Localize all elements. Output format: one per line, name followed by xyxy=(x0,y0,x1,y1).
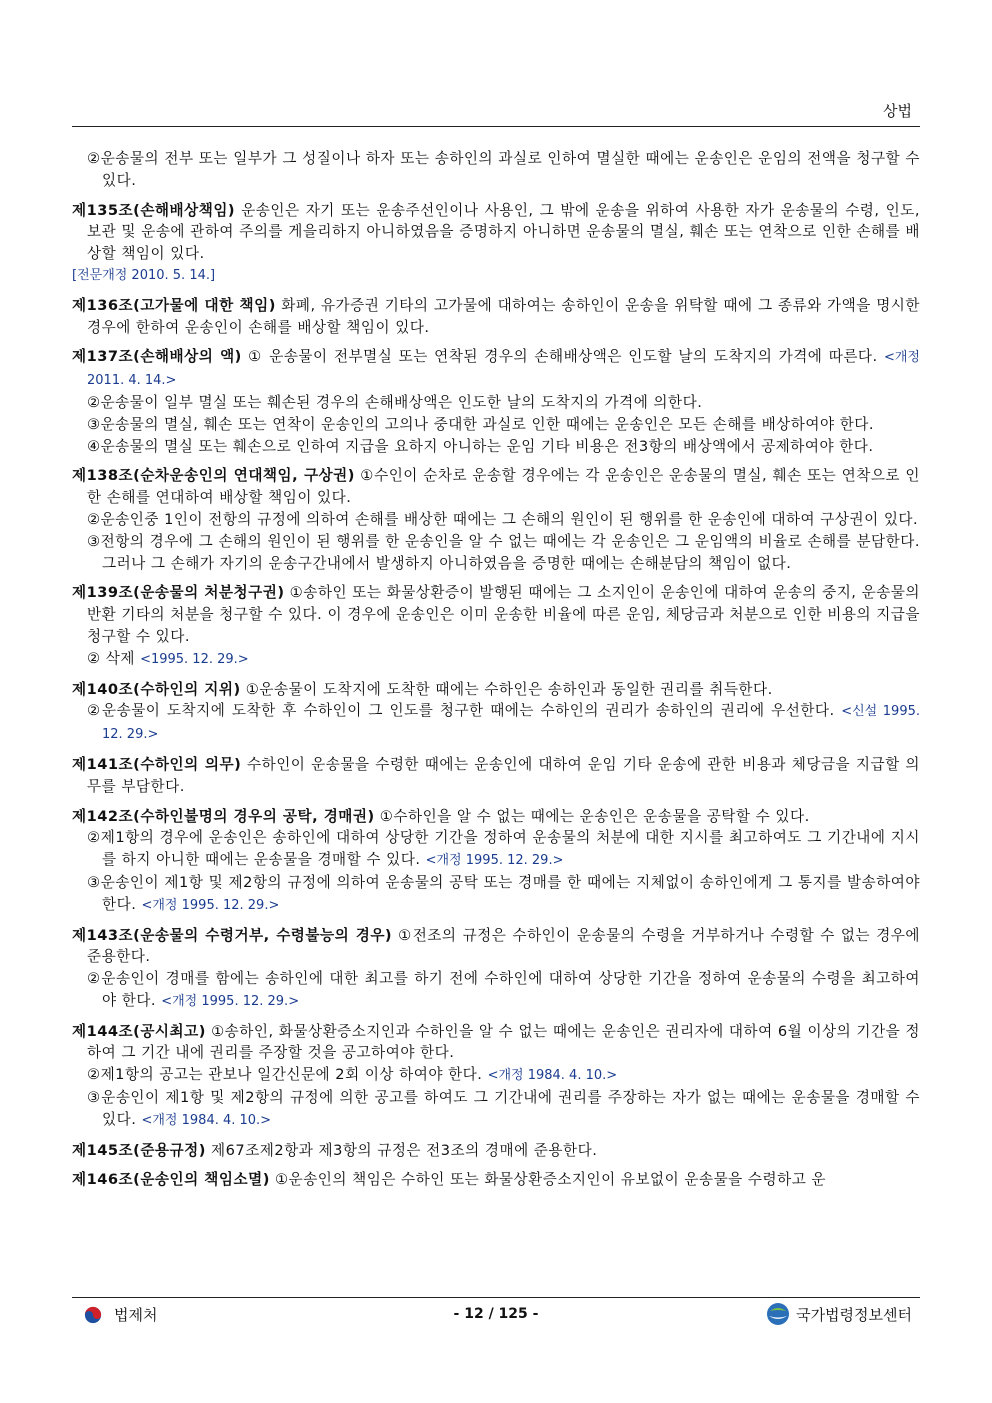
article-heading: 제135조(손해배상책임) xyxy=(72,201,236,219)
article-140 xyxy=(72,679,920,746)
article-heading: 제144조(공시최고) xyxy=(72,1022,206,1040)
article-text: ①수하인을 알 수 없는 때에는 운송인은 운송물을 공탁할 수 있다. xyxy=(374,807,810,825)
paragraph: ④운송물의 멸실 또는 훼손으로 인하여 지급을 요하지 아니하는 운임 기타 비용은 전3항의 배상액에서 공제하여야 한다. xyxy=(87,437,874,455)
article-134-continued xyxy=(72,148,920,192)
article-137 xyxy=(72,346,920,457)
amendment-note: <1995. 12. 29.> xyxy=(140,651,249,667)
article-heading: 제146조(운송인의 책임소멸) xyxy=(72,1171,270,1189)
paragraph xyxy=(87,700,920,746)
paragraph xyxy=(87,827,920,872)
paragraph-text: ②제1항의 공고는 관보나 일간신문에 2회 이상 하여야 한다. xyxy=(87,1066,488,1084)
article-text: ①송하인, 화물상환증소지인과 수하인을 알 수 없는 때에는 운송인은 권리자에 대하여 6월 이상의 기간을 정하여 그 기간 내에 권리를 주장할 것을 공고하여야 한다. xyxy=(87,1022,920,1062)
amendment-note: <신설 1995. 12. 29.> xyxy=(102,704,920,743)
paragraph-text: ③운송인이 제1항 및 제2항의 규정에 의하여 운송물의 공탁 또는 경매를 한 때에는 지체없이 송하인에게 그 통지를 발송하여야 한다. xyxy=(87,873,920,913)
paragraph xyxy=(87,1064,920,1087)
paragraph xyxy=(87,1087,920,1132)
article-heading: 제139조(운송물의 처분청구권) xyxy=(72,584,285,602)
paragraph: ②운송물이 일부 멸실 또는 훼손된 경우의 손해배상액은 인도한 날의 도착지의 가격에 의한다. xyxy=(87,393,703,411)
article-text: ①운송인의 책임은 수하인 또는 화물상환증소지인이 유보없이 운송물을 수령하고 운 xyxy=(269,1171,827,1189)
article-text: ①운송물이 도착지에 도착한 때에는 수하인은 송하인과 동일한 권리를 취득한다. xyxy=(240,680,773,698)
article-139 xyxy=(72,582,920,670)
amendment-note: <개정 2011. 4. 14.> xyxy=(87,350,920,389)
paragraph: ③전항의 경우에 그 손해의 원인이 된 행위를 한 운송인을 알 수 없는 때에는 각 운송인은 그 운임액의 비율로 손해를 분담한다. 그러나 그 손해가 자기의 운송구간내에서 발생하지 아니하였음을 증명한 때에는 손해분담의 책임이 없다. xyxy=(87,532,920,572)
article-heading: 제136조(고가물에 대한 책임) xyxy=(72,296,276,314)
article-heading: 제140조(수하인의 지위) xyxy=(72,680,241,698)
article-144 xyxy=(72,1021,920,1132)
article-143 xyxy=(72,925,920,1013)
article-heading: 제138조(순차운송인의 연대책임, 구상권) xyxy=(72,467,355,485)
article-heading: 제145조(준용규정) xyxy=(72,1141,206,1159)
paragraph-text: ②운송물이 도착지에 도착한 후 수하인이 그 인도를 청구한 때에는 수하인의 권리가 송하인의 권리에 우선한다. xyxy=(87,702,842,720)
article-text: 운송인은 자기 또는 운송주선인이나 사용인, 그 밖에 운송을 위하여 사용한 자가 운송물의 수령, 인도, 보관 및 운송에 관하여 주의를 게을리하지 아니하였음을 증명하지 아니하면 운송물의 멸실, 훼손 또는 연착으로 인한 손해를 배상할 책임이 있다. xyxy=(87,201,920,263)
amendment-note: <개정 1984. 4. 10.> xyxy=(487,1068,618,1084)
article-heading: 제137조(손해배상의 액) xyxy=(72,348,242,366)
article-142 xyxy=(72,806,920,917)
paragraph: ②운송인중 1인이 전항의 규정에 의하여 손해를 배상한 때에는 그 손해의 원인이 된 행위를 한 운송인에 대하여 구상권이 있다. xyxy=(87,510,919,528)
paragraph-text: ②운송인이 경매를 함에는 송하인에 대한 최고를 하기 전에 수하인에 대하여 상당한 기간을 정하여 운송물의 수령을 최고하여야 한다. xyxy=(87,970,920,1009)
article-text: 제67조제2항과 제3항의 규정은 전3조의 경매에 준용한다. xyxy=(205,1141,598,1159)
amendment-note: [전문개정 2010. 5. 14.] xyxy=(72,267,216,283)
article-heading: 제143조(운송물의 수령거부, 수령불능의 경우) xyxy=(72,926,393,944)
paragraph xyxy=(87,872,920,917)
amendment-note: <개정 1995. 12. 29.> xyxy=(141,897,280,913)
amendment-note: <개정 1984. 4. 10.> xyxy=(141,1112,272,1128)
article-145 xyxy=(72,1140,920,1162)
article-136 xyxy=(72,295,920,339)
law-text xyxy=(72,148,920,1199)
paragraph xyxy=(87,968,920,1013)
article-text: ① 운송물이 전부멸실 또는 연착된 경우의 손해배상액은 인도할 날의 도착지의 가격에 따른다. xyxy=(241,348,884,366)
article-heading: 제141조(수하인의 의무) xyxy=(72,755,242,773)
article-138 xyxy=(72,465,920,574)
article-135 xyxy=(72,200,920,287)
article-heading: 제142조(수하인불명의 경우의 공탁, 경매권) xyxy=(72,807,375,825)
footer-divider xyxy=(72,1297,920,1298)
article-text: ①수인이 순차로 운송할 경우에는 각 운송인은 운송물의 멸실, 훼손 또는 연착으로 인한 손해를 연대하여 배상할 책임이 있다. xyxy=(87,467,920,507)
article-text: 수하인이 운송물을 수령한 때에는 운송인에 대하여 운임 기타 운송에 관한 비용과 체당금을 지급할 의무를 부담한다. xyxy=(87,755,920,795)
globe-logo-icon xyxy=(766,1302,790,1326)
document-title: 상법 xyxy=(883,102,912,120)
article-141 xyxy=(72,754,920,798)
paragraph-text: ②제1항의 경우에 운송인은 송하인에 대하여 상당한 기간을 정하여 운송물의 처분에 대한 지시를 최고하여도 그 기간내에 지시를 하지 아니한 때에는 운송물을 경매할 수 있다. xyxy=(87,829,920,869)
paragraph xyxy=(87,648,920,671)
article-146 xyxy=(72,1169,920,1191)
article-text: ①전조의 규정은 수하인이 운송물의 수령을 거부하거나 수령할 수 없는 경우에 준용한다. xyxy=(87,926,921,966)
paragraph: ②운송물의 전부 또는 일부가 그 성질이나 하자 또는 송하인의 과실로 인하여 멸실한 때에는 운송인은 운임의 전액을 청구할 수 있다. xyxy=(87,150,920,189)
publisher-name: 법제처 xyxy=(114,1306,158,1324)
source-name: 국가법령정보센터 xyxy=(796,1305,912,1324)
paragraph-text: ③운송인이 제1항 및 제2항의 규정에 의한 공고를 하여도 그 기간내에 권리를 주장하는 자가 없는 때에는 운송물을 경매할 수 있다. xyxy=(87,1089,920,1128)
paragraph-text: ② 삭제 xyxy=(87,649,141,667)
paragraph: ③운송물의 멸실, 훼손 또는 연착이 운송인의 고의나 중대한 과실로 인한 때에는 운송인은 모든 손해를 배상하여야 한다. xyxy=(87,415,875,433)
amendment-note: <개정 1995. 12. 29.> xyxy=(161,993,300,1009)
header-divider xyxy=(72,126,920,127)
footer-source xyxy=(766,1302,912,1326)
article-text: 화폐, 유가증권 기타의 고가물에 대하여는 송하인이 운송을 위탁할 때에 그 종류와 가액을 명시한 경우에 한하여 운송인이 손해를 배상할 책임이 있다. xyxy=(87,296,920,336)
amendment-note: <개정 1995. 12. 29.> xyxy=(425,853,564,869)
article-text: ①송하인 또는 화물상환증이 발행된 때에는 그 소지인이 운송인에 대하여 운송의 중지, 운송물의 반환 기타의 처분을 청구할 수 있다. 이 경우에 운송인은 이미 운송한 비율에 따른 운임, 체당금과 처분으로 인한 비용의 지급을 청구할 수 있다. xyxy=(87,584,920,645)
page-number: - 12 / 125 - xyxy=(453,1306,539,1322)
